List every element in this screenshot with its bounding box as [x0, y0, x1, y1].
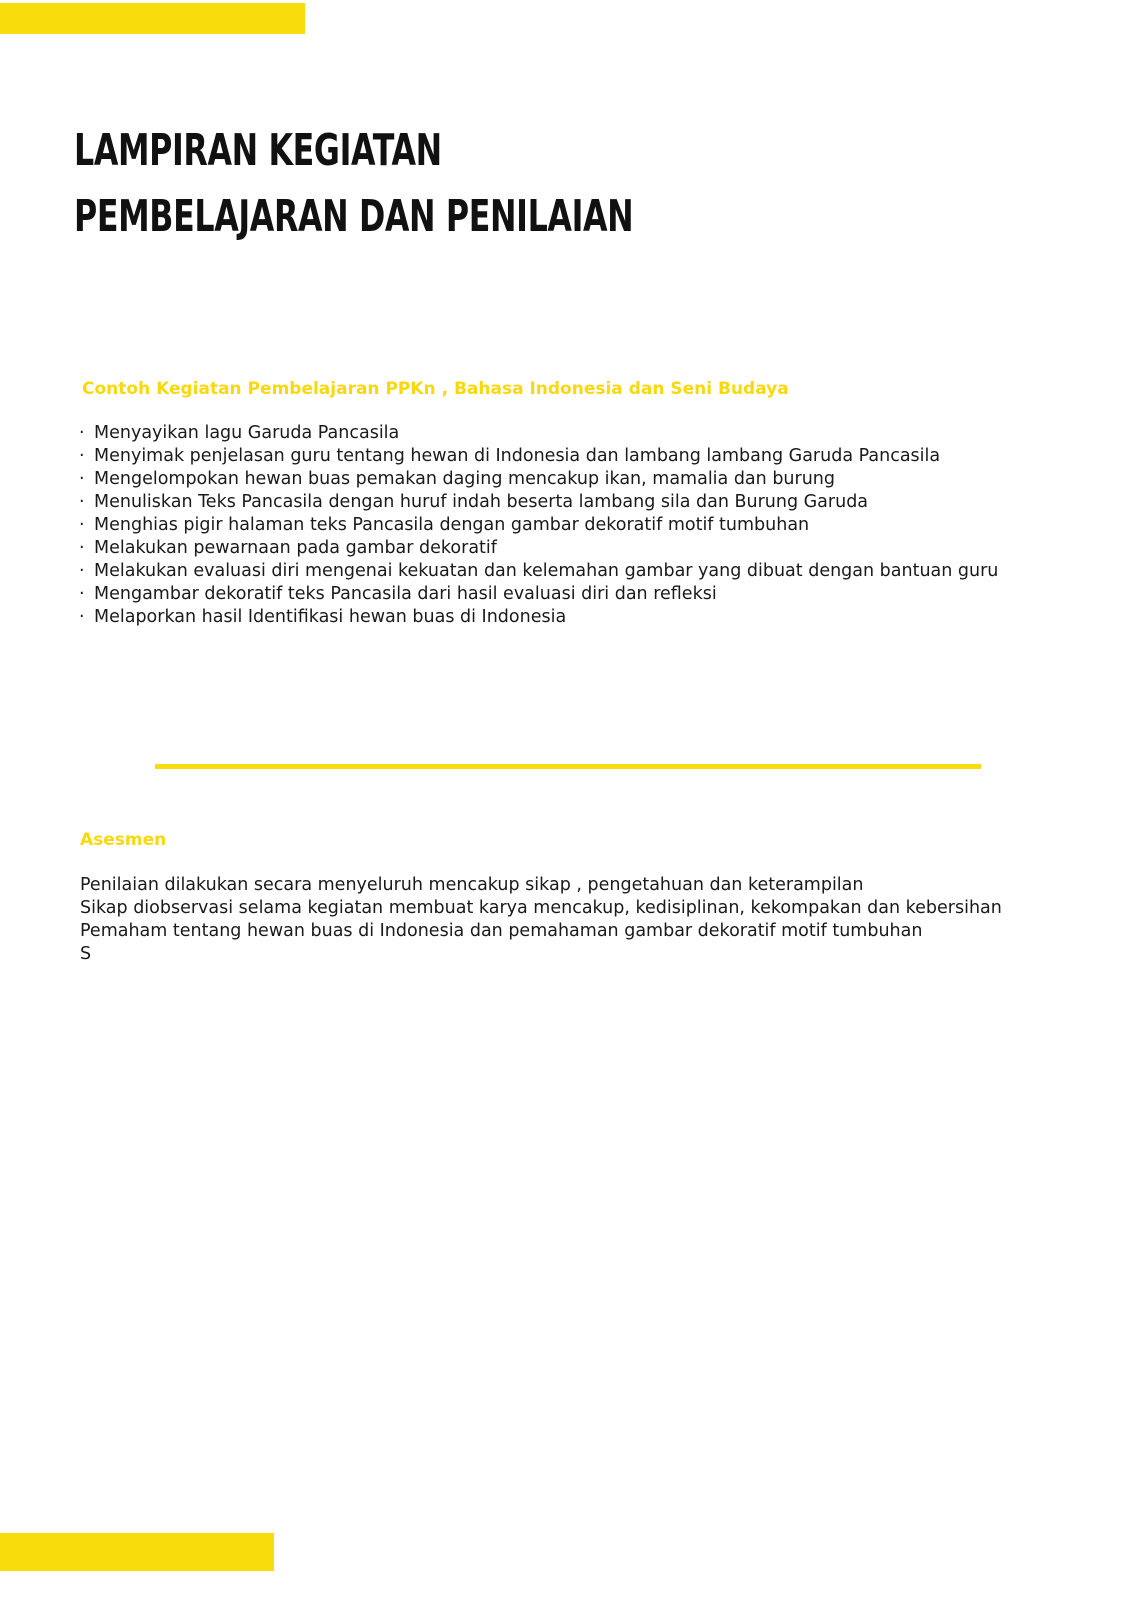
asesmen-heading: Asesmen: [80, 830, 167, 850]
list-item: [79, 491, 998, 514]
page-title-line-1: LAMPIRAN KEGIATAN: [74, 125, 442, 176]
activity-list: [79, 422, 998, 629]
bullet: ·: [79, 423, 85, 443]
bottom-accent-bar: [0, 1533, 274, 1571]
bullet: ·: [79, 538, 85, 558]
bullet: ·: [79, 515, 85, 535]
list-item-text: Menyimak penjelasan guru tentang hewan di Indonesia dan lambang lambang Garuda Pancasila: [94, 446, 941, 466]
list-item-text: Mengambar dekoratif teks Pancasila dari hasil evaluasi diri dan refleksi: [94, 584, 717, 604]
list-item-text: Menyayikan lagu Garuda Pancasila: [94, 423, 400, 443]
section-divider: [155, 764, 981, 769]
asesmen-line: Pemaham tentang hewan buas di Indonesia dan pemahaman gambar dekoratif motif tumbuhan: [80, 921, 923, 941]
asesmen-line: Sikap diobservasi selama kegiatan membuat karya mencakup, kedisiplinan, kekompakan dan kebersihan: [80, 898, 1002, 918]
list-item: [79, 445, 998, 468]
bullet: ·: [79, 607, 85, 627]
list-item: [79, 560, 998, 583]
top-accent-bar: [0, 3, 305, 34]
page-title: [74, 118, 633, 250]
asesmen-line: S: [80, 944, 92, 964]
list-item: [79, 583, 998, 606]
asesmen-line: Penilaian dilakukan secara menyeluruh mencakup sikap , pengetahuan dan keterampilan: [80, 875, 864, 895]
list-item: [79, 537, 998, 560]
list-item: [79, 606, 998, 629]
page-title-line-2: PEMBELAJARAN DAN PENILAIAN: [74, 191, 634, 242]
bullet: ·: [79, 561, 85, 581]
kegiatan-heading: Contoh Kegiatan Pembelajaran PPKn , Bahasa Indonesia dan Seni Budaya: [82, 379, 789, 399]
list-item-text: Mengelompokan hewan buas pemakan daging mencakup ikan, mamalia dan burung: [94, 469, 835, 489]
list-item: [79, 514, 998, 537]
list-item: [79, 468, 998, 491]
list-item-text: Melaporkan hasil Identifikasi hewan buas di Indonesia: [94, 607, 567, 627]
list-item-text: Melakukan evaluasi diri mengenai kekuatan dan kelemahan gambar yang dibuat dengan bantuan guru: [94, 561, 999, 581]
bullet: ·: [79, 492, 85, 512]
list-item: [79, 422, 998, 445]
bullet: ·: [79, 584, 85, 604]
list-item-text: Menuliskan Teks Pancasila dengan huruf indah beserta lambang sila dan Burung Garuda: [94, 492, 869, 512]
list-item-text: Menghias pigir halaman teks Pancasila dengan gambar dekoratif motif tumbuhan: [94, 515, 810, 535]
list-item-text: Melakukan pewarnaan pada gambar dekoratif: [94, 538, 497, 558]
bullet: ·: [79, 446, 85, 466]
asesmen-body: [80, 874, 1002, 966]
bullet: ·: [79, 469, 85, 489]
